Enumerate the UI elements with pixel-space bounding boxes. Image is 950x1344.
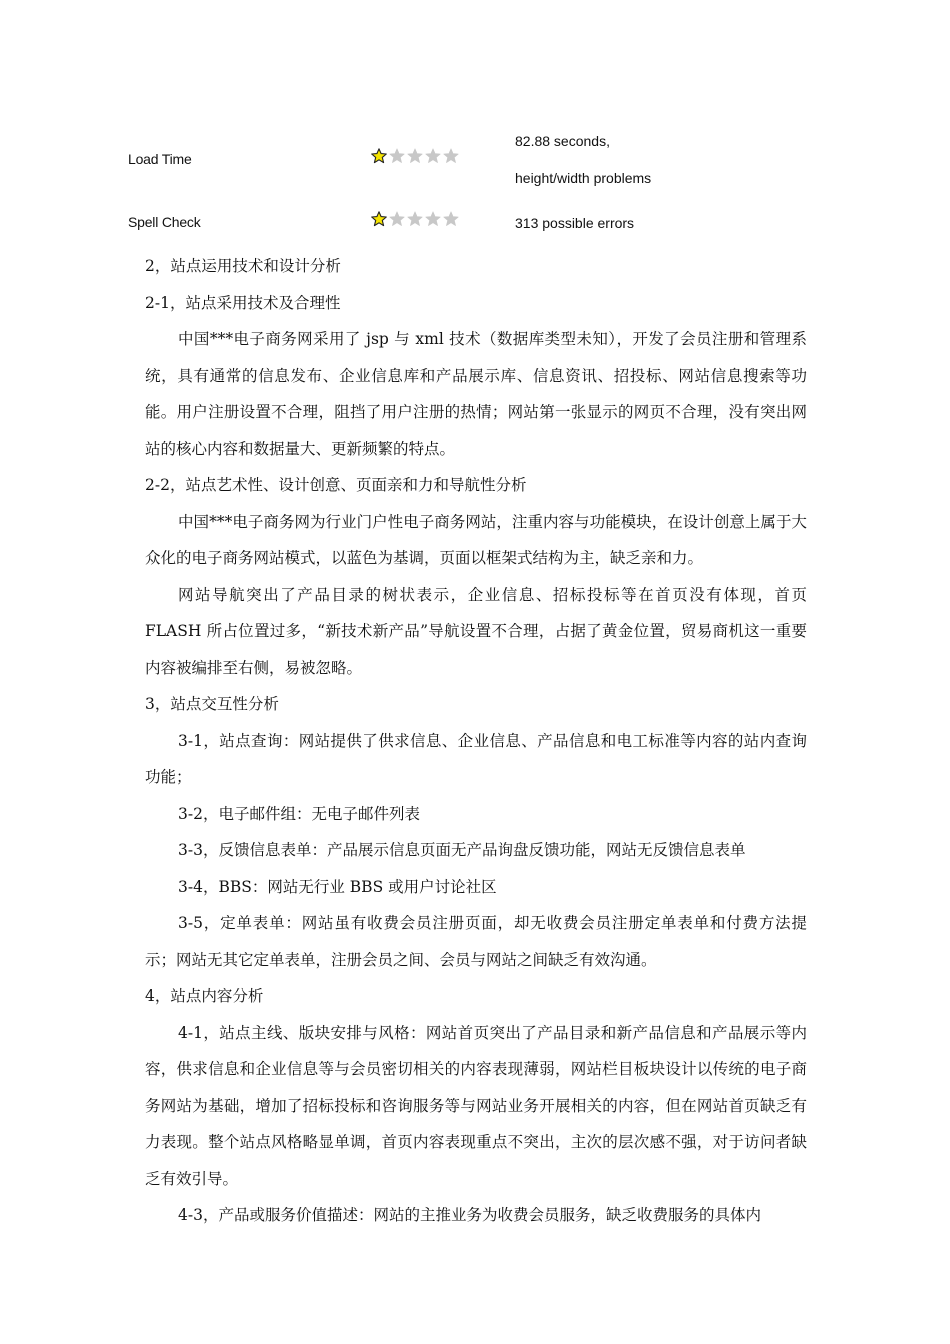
section-heading: 3，站点交互性分析 (145, 695, 279, 713)
paragraph: 中国***电子商务网为行业门户性电子商务网站，注重内容与功能模块，在设计创意上属于大众化的电子商务网站模式，以蓝色为基调，页面以框架式结构为主，缺乏亲和力。 (145, 512, 807, 567)
star-empty-icon (443, 211, 459, 227)
paragraph: 3-1，站点查询：网站提供了供求信息、企业信息、产品信息和电工标准等内容的站内查询功能； (145, 731, 807, 786)
star-empty-icon (425, 148, 441, 164)
document-body (145, 248, 807, 1234)
star-empty-icon (443, 148, 459, 164)
paragraph: 网站导航突出了产品目录的树状表示，企业信息、招标投标等在首页没有体现，首页 FLASH 所占位置过多，“新技术新产品”导航设置不合理，占据了黄金位置，贸易商机这一重要内容被编排至右侧，易被忽略。 (145, 585, 807, 677)
star-empty-icon (389, 148, 405, 164)
star-empty-icon (407, 211, 423, 227)
star-filled-icon (371, 148, 387, 164)
subsection-heading: 2-1，站点采用技术及合理性 (145, 293, 341, 312)
star-rating (371, 211, 459, 227)
paragraph: 中国***电子商务网采用了 jsp 与 xml 技术（数据库类型未知），开发了会员注册和管理系统，具有通常的信息发布、企业信息库和产品展示库、信息资讯、招投标、网站信息搜索等功能。用户注册设置不合理，阻挡了用户注册的热情；网站第一张显示的网页不合理，没有突出网站的核心内容和数据量大、更新频繁的特点。 (145, 330, 807, 458)
rating-note-line: height/width problems (515, 170, 652, 186)
paragraph: 3-4，BBS：网站无行业 BBS 或用户讨论社区 (178, 877, 497, 896)
subsection-heading: 2-2，站点艺术性、设计创意、页面亲和力和导航性分析 (145, 476, 527, 494)
paragraph: 4-3，产品或服务价值描述：网站的主推业务为收费会员服务，缺乏收费服务的具体内 (178, 1206, 761, 1224)
star-empty-icon (407, 148, 423, 164)
rating-row-spell-check (128, 205, 828, 245)
rating-note-line: 313 possible errors (515, 215, 635, 231)
section-heading: 2，站点运用技术和设计分析 (145, 257, 341, 275)
rating-label: Spell Check (128, 214, 201, 230)
rating-note (515, 205, 634, 242)
rating-note (515, 123, 651, 197)
section-heading: 4，站点内容分析 (145, 987, 264, 1005)
rating-note-line: 82.88 seconds, (515, 133, 610, 149)
star-empty-icon (389, 211, 405, 227)
paragraph: 4-1，站点主线、版块安排与风格：网站首页突出了产品目录和新产品信息和产品展示等内容，供求信息和企业信息等与会员密切相关的内容表现薄弱，网站栏目板块设计以传统的电子商务网站为基础，增加了招标投标和咨询服务等与网站业务开展相关的内容，但在网站首页缺乏有力表现。整个站点风格略显单调，首页内容表现重点不突出，主次的层次感不强，对于访问者缺乏有效引导。 (145, 1023, 807, 1188)
paragraph: 3-2，电子邮件组：无电子邮件列表 (178, 804, 420, 823)
star-empty-icon (425, 211, 441, 227)
paragraph: 3-3，反馈信息表单：产品展示信息页面无产品询盘反馈功能，网站无反馈信息表单 (178, 841, 746, 859)
rating-row-load-time (128, 130, 828, 205)
rating-label: Load Time (128, 151, 192, 167)
star-filled-icon (371, 211, 387, 227)
star-rating (371, 148, 459, 164)
paragraph: 3-5，定单表单：网站虽有收费会员注册页面，却无收费会员注册定单表单和付费方法提示；网站无其它定单表单，注册会员之间、会员与网站之间缺乏有效沟通。 (145, 914, 807, 969)
